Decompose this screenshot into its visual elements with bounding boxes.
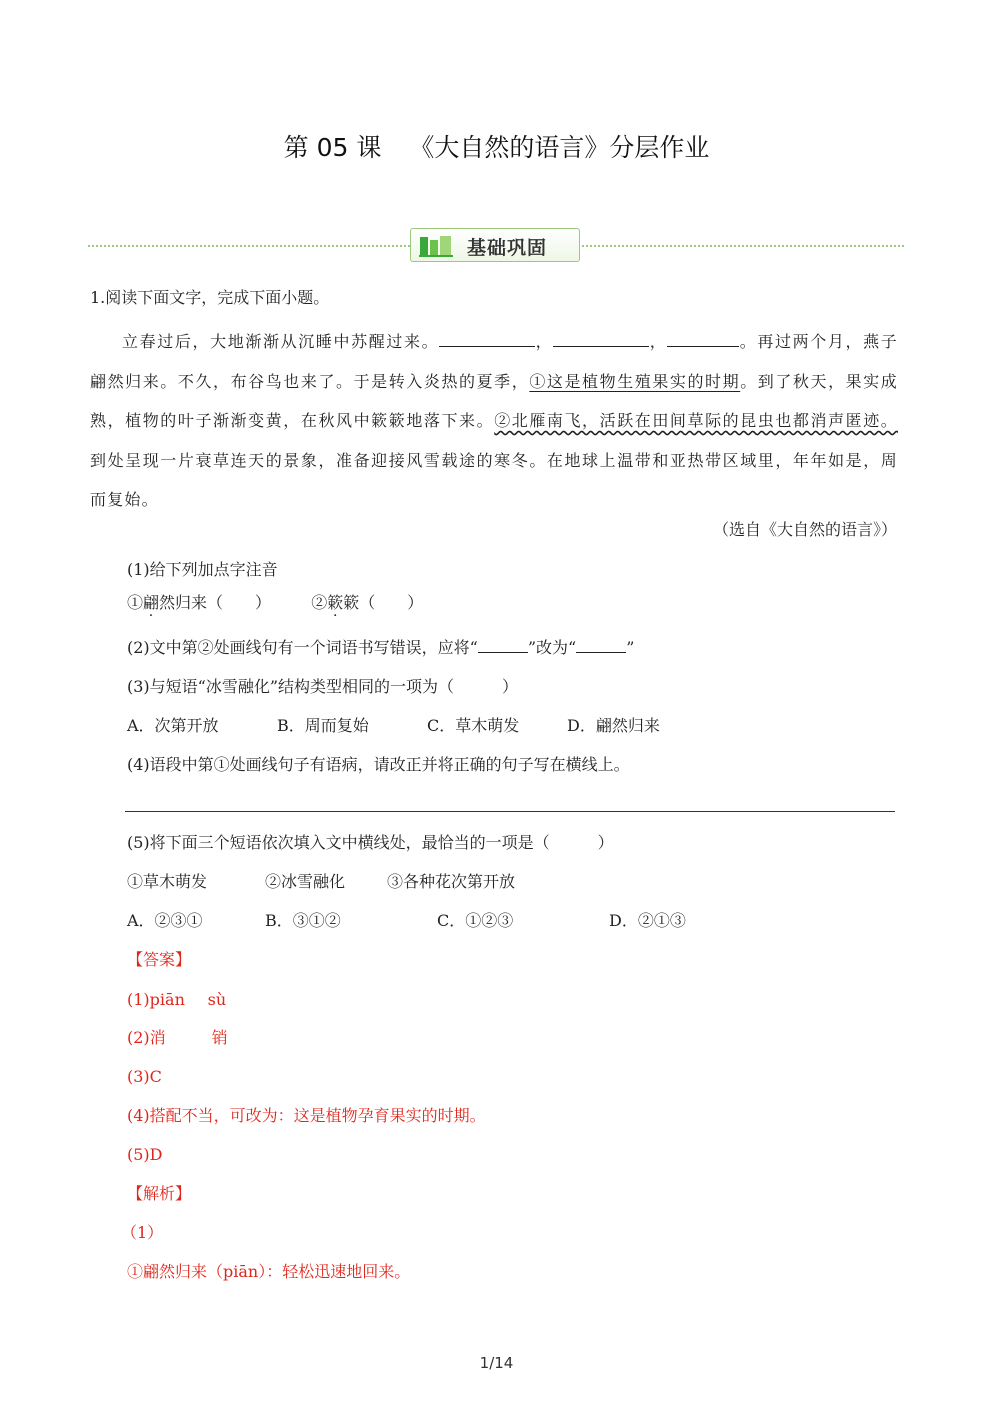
answer-1: (1)piān sù	[127, 990, 227, 1009]
option-c: C．草木萌发	[427, 716, 520, 735]
analysis-line-2: ①翩然归来（piān）：轻松迅速地回来。	[127, 1262, 411, 1281]
underlined-sentence-2: ②北雁南飞，活跃在田间草际的昆虫也都消声匿迹。	[494, 411, 898, 430]
answer-5: (5)D	[127, 1145, 163, 1164]
passage-source: （选自《大自然的语言》）	[712, 520, 897, 539]
answer-3: (3)C	[127, 1067, 162, 1086]
reading-passage: 立春过后，大地渐渐从沉睡中苏醒过来。 ， ， 。再过两个月，燕子翩然归来。不久，布谷鸟也来了。于是转入炎热的夏季，①这是植物生殖果实的时期。到了秋天，果实成熟，植物的叶子渐渐变黄，在秋风中簌簌地落下来。②北雁南飞，活跃在田间草际的昆虫也都消声匿迹。到处呈现一片衰草连天的景象，准备迎接风雪载途的寒冬。在地球上温带和亚热带区域里，年年如是，周而复始。	[90, 332, 898, 509]
answer-4: (4)搭配不当，可改为：这是植物孕育果实的时期。	[127, 1106, 486, 1125]
underlined-sentence-1: ①这是植物生殖果实的时期	[529, 371, 741, 391]
subquestion-3: (3)与短语“冰雪融化”结构类型相同的一项为（ ）	[127, 677, 519, 696]
page-number: 1/14	[479, 1354, 514, 1372]
passage-blank-3	[667, 330, 739, 347]
option-d: D．翩然归来	[567, 716, 660, 735]
answer-line	[125, 811, 895, 812]
subquestion-5: (5)将下面三个短语依次填入文中横线处，最恰当的一项是（ ）	[127, 833, 614, 852]
option-b: B．周而复始	[277, 716, 369, 735]
subquestion-5-phrases: ①草木萌发 ②冰雪融化 ③各种花次第开放	[127, 872, 516, 891]
section-badge	[410, 228, 580, 262]
subquestion-1-items: ①翩然归来（ ） ②簌簌（ ）	[127, 593, 424, 612]
subquestion-4: (4)语段中第①处画线句子有语病，请改正并将正确的句子写在横线上。	[127, 755, 630, 774]
analysis-heading: 【解析】	[127, 1184, 192, 1203]
section-badge-label: 基础巩固	[467, 237, 548, 259]
answer-heading: 【答案】	[127, 950, 192, 969]
book-icon	[419, 235, 453, 257]
subquestion-5-options: A．②③① B．③①② C．①②③ D．②①③	[127, 911, 686, 930]
banner-divider-right	[582, 245, 904, 247]
option-a: A．次第开放	[127, 716, 219, 735]
answer-2: (2)消 销	[127, 1028, 228, 1047]
subquestion-1: (1)给下列加点字注音	[127, 560, 278, 579]
section-banner	[88, 228, 904, 264]
passage-blank-1	[439, 330, 535, 347]
analysis-line-1: （1）	[121, 1223, 164, 1242]
banner-divider-left	[88, 245, 410, 247]
question-stem: 1.阅读下面文字，完成下面小题。	[90, 288, 330, 307]
page-title: 第 05 课 《大自然的语言》分层作业	[283, 133, 710, 162]
subquestion-2: (2)文中第②处画线句有一个词语书写错误，应将“ ”改为“ ”	[127, 638, 635, 657]
passage-blank-2	[553, 330, 649, 347]
subquestion-3-options	[127, 716, 660, 736]
